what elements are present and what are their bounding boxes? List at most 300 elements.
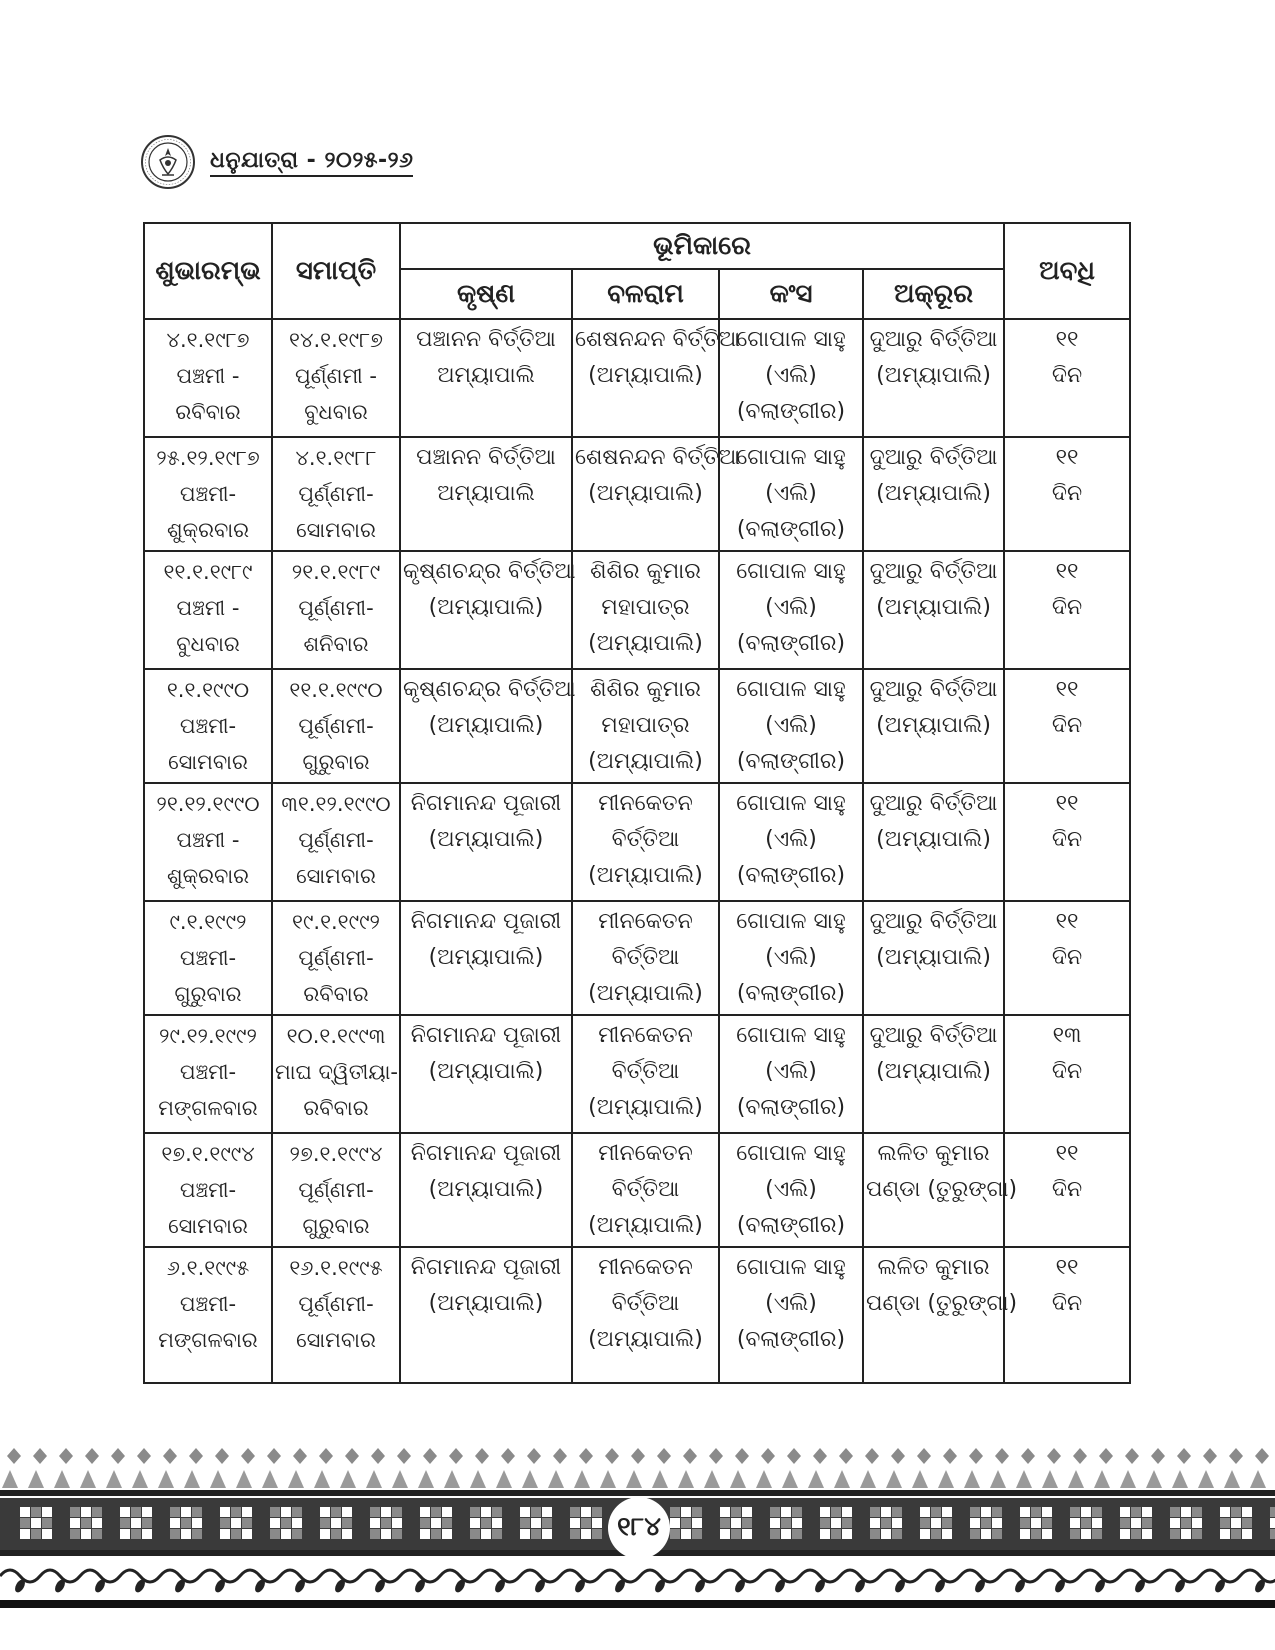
cell-end	[272, 1133, 400, 1247]
cell-line: ଗୋପାଳ ସାହୁ	[736, 1141, 846, 1166]
triangle-motif	[626, 1470, 642, 1488]
triangle-motif	[1198, 1470, 1214, 1488]
cell-line: (ଏଲି)	[765, 713, 817, 738]
triangle-motif	[1250, 1470, 1266, 1488]
cell-line: ପଞ୍ଚାନନ ବିର୍ତ୍ତିଆ	[416, 327, 556, 352]
cell-balarama	[572, 669, 719, 783]
triangle-motif	[106, 1470, 122, 1488]
cell-line: ପଞ୍ଚମୀ-	[179, 1060, 237, 1084]
cell-line: ଗୁରୁବାର	[174, 982, 242, 1006]
cell-line: ସୋମବାର	[168, 750, 248, 774]
cell-line: ୧୧.୧.୧୯୮୯	[163, 560, 253, 584]
diamond-motif	[189, 1448, 203, 1464]
cell-end	[272, 551, 400, 669]
cell-krishna	[400, 669, 576, 783]
diamond-motif	[371, 1448, 385, 1464]
cell-line: ମୀନକେତନ	[598, 1141, 693, 1166]
triangle-motif	[158, 1470, 174, 1488]
diamond-motif	[449, 1448, 463, 1464]
diamond-motif	[657, 1448, 671, 1464]
cell-line: ଦିନ	[1051, 945, 1083, 970]
diamond-motif-row	[7, 1448, 1269, 1464]
triangle-motif	[314, 1470, 330, 1488]
triangle-motif	[678, 1470, 694, 1488]
checker-motif	[1220, 1507, 1252, 1539]
cell-start	[144, 669, 272, 783]
cell-kansa	[719, 551, 863, 669]
cell-line: ପଞ୍ଚମୀ -	[176, 596, 240, 620]
triangle-motif	[340, 1470, 356, 1488]
cell-line: ରବିବାର	[303, 1096, 369, 1120]
table-header	[144, 223, 1130, 319]
cell-line: ଦୁଆରୁ ବିର୍ତ୍ତିଆ	[869, 791, 998, 816]
cell-line: ଗୋପାଳ ସାହୁ	[736, 327, 846, 352]
diamond-motif	[241, 1448, 255, 1464]
triangle-motif	[392, 1470, 408, 1488]
cell-duration	[1004, 1133, 1130, 1247]
checker-motif	[1170, 1507, 1202, 1539]
cell-duration	[1004, 669, 1130, 783]
triangle-motif	[990, 1470, 1006, 1488]
cell-line: (ବଲାଙ୍ଗୀର)	[736, 517, 846, 542]
cell-line: ୨୫.୧୨.୧୯୮୭	[156, 446, 260, 470]
cell-end	[272, 901, 400, 1015]
cell-line: (ଏଲି)	[765, 481, 817, 506]
triangle-motif	[470, 1470, 486, 1488]
cell-line: ଦୁଆରୁ ବିର୍ତ୍ତିଆ	[869, 327, 998, 352]
cell-line: ଶନିବାର	[303, 632, 369, 656]
diamond-motif	[735, 1448, 749, 1464]
diamond-motif	[319, 1448, 333, 1464]
triangle-motif	[522, 1470, 538, 1488]
cell-start	[144, 319, 272, 437]
cell-line: ଦୁଆରୁ ବିର୍ତ୍ତିଆ	[869, 677, 998, 702]
checker-motif	[1120, 1507, 1152, 1539]
header-roles-group: ଭୂମିକାରେ	[400, 223, 1004, 269]
cell-line: ନିଗମାନନ୍ଦ ପୂଜାରୀ	[410, 1255, 562, 1280]
cell-line: ଗୁରୁବାର	[302, 1214, 370, 1238]
cell-akrura	[863, 783, 1004, 901]
cell-line: ପଞ୍ଚମୀ -	[176, 364, 240, 388]
diamond-motif	[813, 1448, 827, 1464]
cell-line: ଗୋପାଳ ସାହୁ	[736, 791, 846, 816]
checker-motif	[1270, 1507, 1275, 1539]
triangle-motif	[1068, 1470, 1084, 1488]
triangle-motif	[236, 1470, 252, 1488]
cell-line: ବିର୍ତ୍ତିଆ	[611, 1059, 680, 1084]
cell-akrura	[863, 1247, 1018, 1383]
cell-line: ପୂର୍ଣ୍ଣମୀ -	[295, 364, 377, 388]
diamond-motif	[917, 1448, 931, 1464]
cell-kansa	[719, 1015, 863, 1133]
cell-line: (ଏଲି)	[765, 1059, 817, 1084]
cell-balarama	[572, 901, 719, 1015]
cell-line: ୪.୧.୧୯୮୮	[295, 446, 377, 470]
triangle-motif	[496, 1470, 512, 1488]
cell-line: ମଙ୍ଗଳବାର	[158, 1096, 258, 1120]
triangle-motif	[860, 1470, 876, 1488]
cell-line: (ଅମ୍ୟାପାଲି)	[428, 713, 544, 738]
cell-akrura	[863, 669, 1004, 783]
diamond-motif	[1021, 1448, 1035, 1464]
triangle-motif	[886, 1470, 902, 1488]
cell-krishna	[400, 551, 576, 669]
table-row	[144, 1015, 1130, 1133]
cell-line: ୧୧	[1055, 677, 1079, 702]
diamond-motif	[163, 1448, 177, 1464]
cell-line: ୧୩	[1052, 1023, 1082, 1048]
checker-motif	[270, 1507, 302, 1539]
diamond-motif	[683, 1448, 697, 1464]
cell-duration	[1004, 319, 1130, 437]
checker-motif	[520, 1507, 552, 1539]
diamond-motif	[1255, 1448, 1269, 1464]
diamond-motif	[865, 1448, 879, 1464]
cell-line: ପୂର୍ଣ୍ଣମୀ-	[298, 714, 374, 738]
cell-line: କୃଷ୍ଣଚନ୍ଦ୍ର ବିର୍ତ୍ତିଆ	[403, 559, 576, 584]
cell-duration	[1004, 551, 1130, 669]
cell-line: ଦୁଆରୁ ବିର୍ତ୍ତିଆ	[869, 1023, 998, 1048]
table-row	[144, 901, 1130, 1015]
cell-line: ଦୁଆରୁ ବିର୍ତ୍ତିଆ	[869, 445, 998, 470]
cell-line: (ଅମ୍ୟାପାଲି)	[428, 827, 544, 852]
page-header	[140, 132, 413, 192]
cell-kansa	[719, 1133, 863, 1247]
cell-line: (ଅମ୍ୟାପାଲି)	[588, 981, 703, 1006]
cell-line: (ବଲାଙ୍ଗୀର)	[736, 631, 846, 656]
cell-line: ମହାପାତ୍ର	[601, 595, 690, 620]
triangle-motif	[652, 1470, 668, 1488]
triangle-motif	[1172, 1470, 1188, 1488]
header-balarama: ବଳରାମ	[572, 269, 719, 319]
cell-line: (ଅମ୍ୟାପାଲି)	[588, 631, 703, 656]
triangle-motif	[964, 1470, 980, 1488]
table-row	[144, 1133, 1130, 1247]
diamond-motif	[839, 1448, 853, 1464]
diamond-motif	[1229, 1448, 1243, 1464]
triangle-motif	[756, 1470, 772, 1488]
cell-line: (ଅମ୍ୟାପାଲି)	[876, 481, 991, 506]
cell-line: ୨୧.୧.୧୯୮୯	[291, 560, 381, 584]
triangle-motif	[574, 1470, 590, 1488]
header-kansa: କଂସ	[719, 269, 863, 319]
cell-line: ଶିଶିର କୁମାର	[590, 677, 701, 702]
page-header-title: ଧନୁଯାତ୍ରା - ୨୦୨୫-୨୬	[210, 148, 413, 177]
cell-line: ୧୦.୧.୧୯୯୩	[286, 1024, 386, 1048]
cell-line: ଗୋପାଳ ସାହୁ	[736, 677, 846, 702]
cell-line: (ଏଲି)	[765, 1177, 817, 1202]
diamond-motif	[709, 1448, 723, 1464]
table-row	[144, 319, 1130, 437]
cell-line: ଶୁକ୍ରବାର	[166, 518, 250, 542]
cell-end	[272, 437, 400, 551]
cell-akrura	[863, 551, 1004, 669]
cell-line: ଗୁରୁବାର	[302, 750, 370, 774]
cell-line: ଦିନ	[1051, 1059, 1083, 1084]
triangle-motif	[834, 1470, 850, 1488]
cell-duration	[1004, 1015, 1130, 1133]
cell-akrura	[863, 901, 1004, 1015]
cell-krishna	[400, 319, 572, 437]
checker-motif	[820, 1507, 852, 1539]
triangle-motif	[600, 1470, 616, 1488]
header-start: ଶୁଭାରମ୍ଭ	[144, 223, 272, 319]
triangle-motif	[1016, 1470, 1032, 1488]
cell-akrura	[863, 437, 1004, 551]
triangle-motif	[782, 1470, 798, 1488]
cell-end	[272, 669, 400, 783]
triangle-motif	[184, 1470, 200, 1488]
diamond-motif	[1177, 1448, 1191, 1464]
cell-line: ୬.୧.୧୯୯୫	[166, 1256, 250, 1280]
triangle-motif	[418, 1470, 434, 1488]
cell-line: ପୂର୍ଣ୍ଣମୀ-	[298, 1292, 374, 1316]
triangle-motif	[808, 1470, 824, 1488]
triangle-motif	[262, 1470, 278, 1488]
cell-line: (ଅମ୍ୟାପାଲି)	[428, 945, 544, 970]
cell-line: ଦିନ	[1051, 827, 1083, 852]
cell-line: ଶେଷନନ୍ଦନ ବିର୍ତ୍ତିଆ	[575, 445, 741, 470]
cell-line: ୧.୧.୧୯୯୦	[166, 678, 250, 702]
cell-line: (ଅମ୍ୟାପାଲି)	[588, 363, 703, 388]
cell-line: (ଅମ୍ୟାପାଲି)	[588, 1213, 703, 1238]
triangle-motif	[704, 1470, 720, 1488]
header-krishna: କୃଷ୍ଣ	[400, 269, 572, 319]
cell-line: (ଏଲି)	[765, 827, 817, 852]
cell-line: ଦିନ	[1051, 1291, 1083, 1316]
cell-line: (ବଲାଙ୍ଗୀର)	[736, 749, 846, 774]
cell-line: ଲଳିତ କୁମାର	[877, 1255, 990, 1280]
triangle-motif	[210, 1470, 226, 1488]
cell-duration	[1004, 437, 1130, 551]
cell-line: (ଅମ୍ୟାପାଲି)	[876, 945, 991, 970]
triangle-motif-row	[2, 1470, 1266, 1488]
cell-kansa	[719, 437, 863, 551]
cell-balarama	[572, 437, 741, 551]
cell-line: ୧୧	[1055, 1255, 1079, 1280]
cell-line: ନିଗମାନନ୍ଦ ପୂଜାରୀ	[410, 909, 562, 934]
diamond-motif	[1099, 1448, 1113, 1464]
emblem-seal-icon	[140, 134, 196, 190]
cell-line: (ବଲାଙ୍ଗୀର)	[736, 399, 846, 424]
cell-line: (ବଲାଙ୍ଗୀର)	[736, 1327, 846, 1352]
cell-duration	[1004, 1247, 1130, 1383]
checker-motif	[770, 1507, 802, 1539]
cell-line: ଶିଶିର କୁମାର	[590, 559, 701, 584]
triangle-motif	[28, 1470, 44, 1488]
cell-line: ଦୁଆରୁ ବିର୍ତ୍ତିଆ	[869, 909, 998, 934]
cell-line: ମହାପାତ୍ର	[601, 713, 690, 738]
cell-line: ସୋମବାର	[296, 518, 376, 542]
cell-kansa	[719, 319, 863, 437]
cell-line: ୨୭.୧.୧୯୯୪	[289, 1142, 383, 1166]
checker-motif	[970, 1507, 1002, 1539]
cell-line: କୃଷ୍ଣଚନ୍ଦ୍ର ବିର୍ତ୍ତିଆ	[403, 677, 576, 702]
cell-line: (ଅମ୍ୟାପାଲି)	[876, 595, 991, 620]
cell-kansa	[719, 1247, 863, 1383]
triangle-motif	[80, 1470, 96, 1488]
cell-krishna	[400, 1133, 572, 1247]
cell-start	[144, 551, 272, 669]
cell-line: ଗୋପାଳ ସାହୁ	[736, 909, 846, 934]
cell-line: ପଞ୍ଚମୀ-	[179, 1178, 237, 1202]
diamond-motif	[501, 1448, 515, 1464]
diamond-motif	[267, 1448, 281, 1464]
cell-line: ପଞ୍ଚମୀ-	[179, 946, 237, 970]
header-akrura: ଅକ୍ରୂର	[863, 269, 1004, 319]
checker-motif	[670, 1507, 702, 1539]
cell-line: ଗୋପାଳ ସାହୁ	[736, 1023, 846, 1048]
diamond-motif	[1151, 1448, 1165, 1464]
cell-line: (ଏଲି)	[765, 363, 817, 388]
cell-line: ୧୧	[1055, 445, 1079, 470]
cell-line: ୧୪.୧.୧୯୮୭	[289, 328, 383, 352]
cell-line: ୨୧.୧୨.୧୯୯୦	[156, 792, 260, 816]
cell-krishna	[400, 1247, 572, 1383]
cell-line: ଶୁକ୍ରବାର	[166, 864, 250, 888]
cell-line: (ଅମ୍ୟାପାଲି)	[588, 481, 703, 506]
diamond-motif	[891, 1448, 905, 1464]
cell-balarama	[572, 319, 741, 437]
diamond-motif	[761, 1448, 775, 1464]
triangle-motif	[1120, 1470, 1136, 1488]
cell-end	[272, 1015, 400, 1133]
cell-line: ମାଘ ଦ୍ୱିତୀୟା-	[275, 1060, 398, 1084]
cell-kansa	[719, 901, 863, 1015]
triangle-motif	[366, 1470, 382, 1488]
cell-line: ପଞ୍ଚମୀ-	[179, 482, 237, 506]
cell-line: ପୂର୍ଣ୍ଣମୀ-	[298, 1178, 374, 1202]
cell-line: ପୂର୍ଣ୍ଣମୀ-	[298, 828, 374, 852]
cell-line: (ବଲାଙ୍ଗୀର)	[736, 1095, 846, 1120]
cell-balarama	[572, 1015, 719, 1133]
cell-start	[144, 1133, 272, 1247]
cell-line: ବୁଧବାର	[176, 632, 240, 656]
table-row	[144, 1247, 1130, 1383]
triangle-motif	[288, 1470, 304, 1488]
cell-line: ୧୧	[1055, 559, 1079, 584]
cell-line: ୨୯.୧୨.୧୯୯୨	[159, 1024, 257, 1048]
cell-line: ୪.୧.୧୯୮୭	[166, 328, 250, 352]
diamond-motif	[59, 1448, 73, 1464]
cell-krishna	[400, 901, 572, 1015]
header-duration: ଅବଧି	[1004, 223, 1130, 319]
dhanu-yatra-schedule-table	[143, 222, 1131, 1384]
diamond-motif	[1073, 1448, 1087, 1464]
cell-line: ଗୋପାଳ ସାହୁ	[736, 1255, 846, 1280]
diamond-motif	[111, 1448, 125, 1464]
cell-line: ଲଳିତ କୁମାର	[877, 1141, 990, 1166]
table-body	[144, 319, 1130, 1383]
checker-motif	[470, 1507, 502, 1539]
cell-line: ମୀନକେତନ	[598, 909, 693, 934]
leaf-motif-row	[13, 1578, 1267, 1594]
cell-line: ମଙ୍ଗଳବାର	[158, 1328, 258, 1352]
cell-line: ୧୯.୧.୧୯୯୨	[292, 910, 380, 934]
cell-end	[272, 319, 400, 437]
cell-line: ଶେଷନନ୍ଦନ ବିର୍ତ୍ତିଆ	[575, 327, 741, 352]
cell-line: ପଞ୍ଚାନନ ବିର୍ତ୍ତିଆ	[416, 445, 556, 470]
checker-motif	[720, 1507, 752, 1539]
cell-line: ଦିନ	[1051, 363, 1083, 388]
cell-start	[144, 783, 272, 901]
cell-akrura	[863, 1133, 1018, 1247]
cell-line: (ଅମ୍ୟାପାଲି)	[428, 1177, 544, 1202]
cell-line: ବିର୍ତ୍ତିଆ	[611, 1177, 680, 1202]
cell-line: ୧୧.୧.୧୯୯୦	[289, 678, 383, 702]
cell-line: (ଅମ୍ୟାପାଲି)	[876, 1059, 991, 1084]
cell-kansa	[719, 669, 863, 783]
cell-balarama	[572, 783, 719, 901]
cell-line: (ଅମ୍ୟାପାଲି)	[588, 863, 703, 888]
cell-line: ପଞ୍ଚମୀ-	[179, 1292, 237, 1316]
cell-line: ପୂର୍ଣ୍ଣମୀ-	[298, 596, 374, 620]
cell-line: ରବିବାର	[303, 982, 369, 1006]
cell-line: (ଅମ୍ୟାପାଲି)	[428, 1291, 544, 1316]
cell-line: ପଞ୍ଚମୀ -	[176, 828, 240, 852]
cell-line: (ବଲାଙ୍ଗୀର)	[736, 863, 846, 888]
cell-line: (ଅମ୍ୟାପାଲି)	[588, 1327, 703, 1352]
cell-kansa	[719, 783, 863, 901]
cell-line: ଦିନ	[1051, 713, 1083, 738]
diamond-motif	[397, 1448, 411, 1464]
cell-line: (ବଲାଙ୍ଗୀର)	[736, 981, 846, 1006]
diamond-motif	[137, 1448, 151, 1464]
cell-line: (ଏଲି)	[765, 1291, 817, 1316]
cell-start	[144, 1247, 272, 1383]
cell-line: (ଅମ୍ୟାପାଲି)	[428, 1059, 544, 1084]
cell-line: ଅମ୍ୟାପାଲି	[437, 363, 535, 388]
diamond-motif	[995, 1448, 1009, 1464]
cell-line: ଦିନ	[1051, 1177, 1083, 1202]
cell-balarama	[572, 551, 719, 669]
cell-balarama	[572, 1247, 719, 1383]
triangle-motif	[1042, 1470, 1058, 1488]
diamond-motif	[7, 1448, 21, 1464]
checker-motif	[170, 1507, 202, 1539]
cell-start	[144, 1015, 272, 1133]
cell-line: ସୋମବାର	[168, 1214, 248, 1238]
triangle-motif	[444, 1470, 460, 1488]
triangle-motif	[1224, 1470, 1240, 1488]
triangle-motif	[548, 1470, 564, 1488]
cell-line: (ଅମ୍ୟାପାଲି)	[588, 749, 703, 774]
diamond-motif	[345, 1448, 359, 1464]
cell-duration	[1004, 901, 1130, 1015]
diamond-motif	[215, 1448, 229, 1464]
cell-end	[272, 783, 400, 901]
diamond-motif	[527, 1448, 541, 1464]
triangle-motif	[54, 1470, 70, 1488]
diamond-motif	[1047, 1448, 1061, 1464]
cell-line: ୧୧	[1055, 791, 1079, 816]
checker-motif	[1070, 1507, 1102, 1539]
cell-line: ନିଗମାନନ୍ଦ ପୂଜାରୀ	[410, 1023, 562, 1048]
triangle-motif	[912, 1470, 928, 1488]
cell-akrura	[863, 319, 1004, 437]
cell-start	[144, 437, 272, 551]
cell-line: ବିର୍ତ୍ତିଆ	[611, 827, 680, 852]
page-number: ୧୮୪	[608, 1497, 670, 1559]
cell-line: (ଅମ୍ୟାପାଲି)	[588, 1095, 703, 1120]
cell-line: (ଅମ୍ୟାପାଲି)	[876, 363, 991, 388]
cell-line: ୧୧	[1055, 909, 1079, 934]
table-row	[144, 669, 1130, 783]
cell-line: ଅମ୍ୟାପାଲି	[437, 481, 535, 506]
cell-balarama	[572, 1133, 719, 1247]
diamond-motif	[475, 1448, 489, 1464]
cell-line: ଦିନ	[1051, 595, 1083, 620]
